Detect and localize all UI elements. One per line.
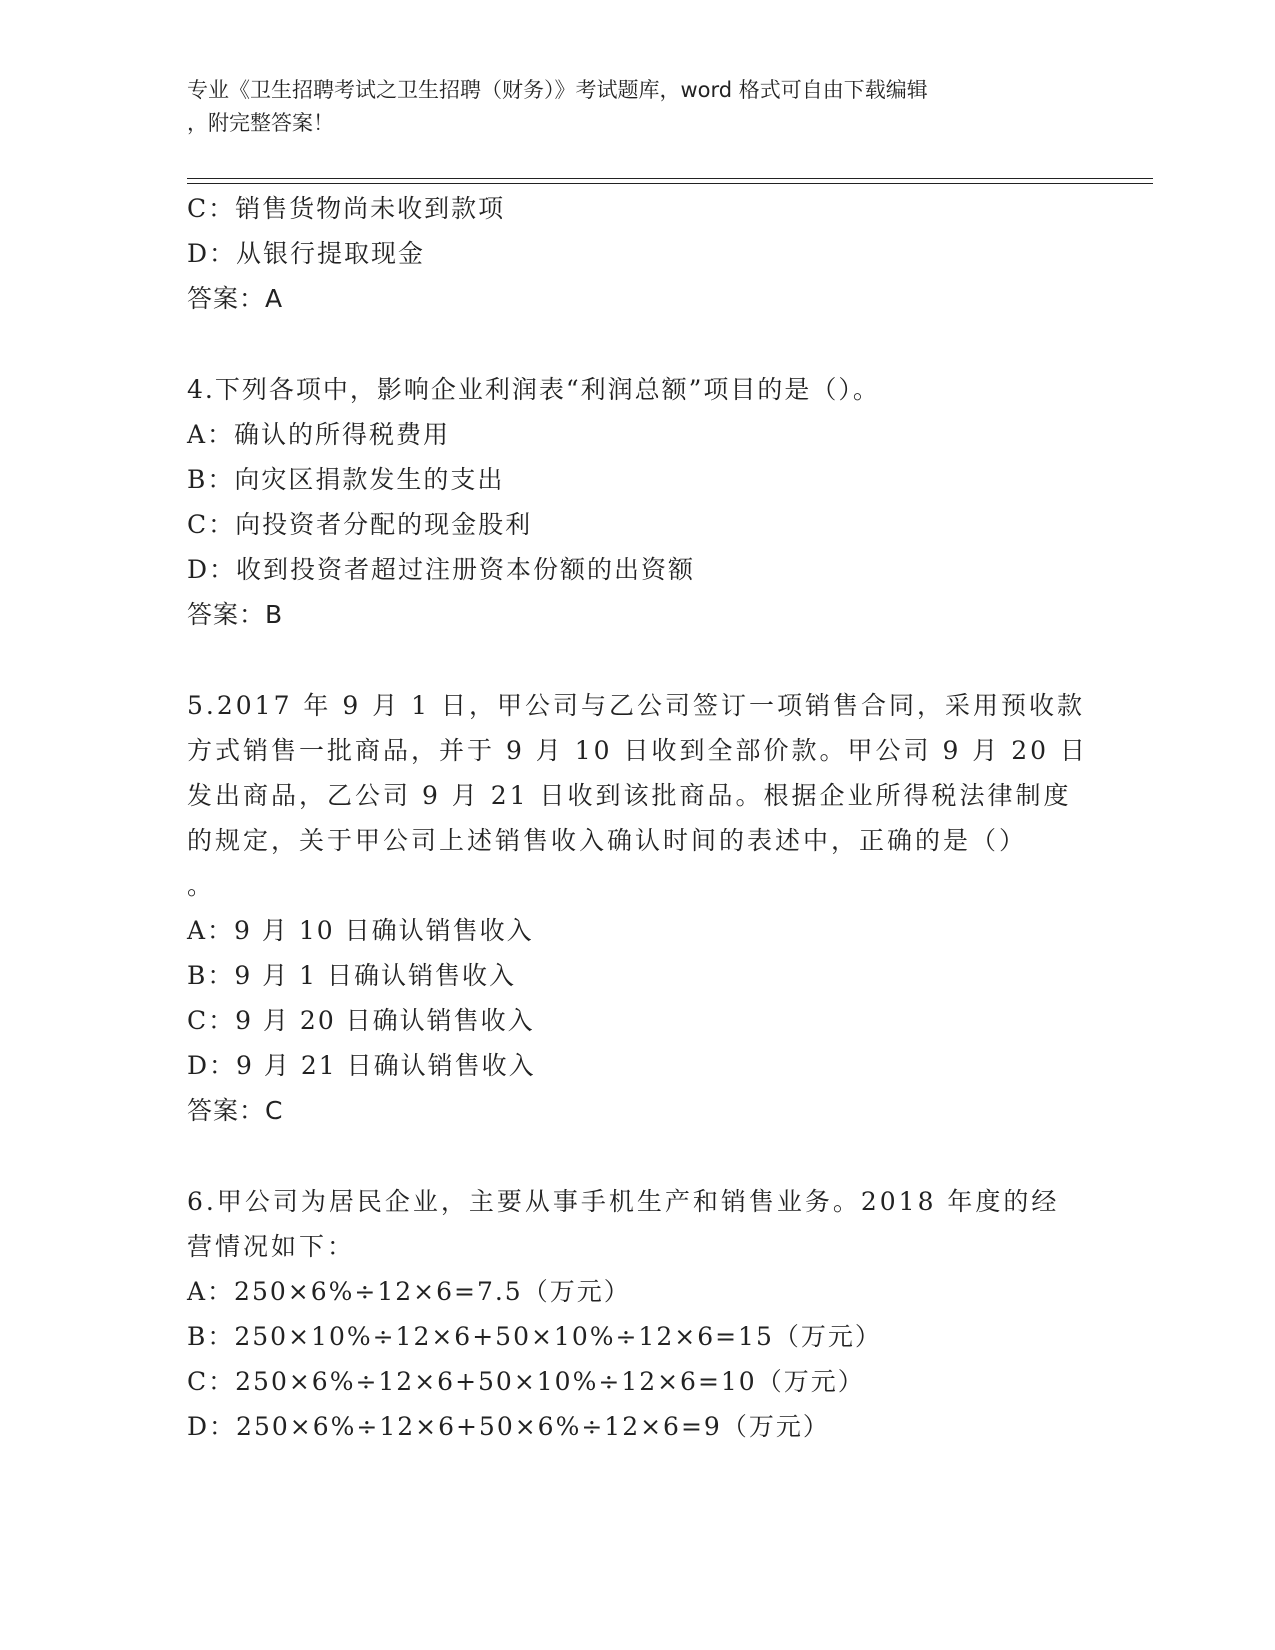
- header-line-2: ，附完整答案！: [187, 111, 334, 135]
- q5-question-line: 发出商品，乙公司 9 月 21 日收到该批商品。根据企业所得税法律制度: [187, 781, 1072, 810]
- q6-option-b: B：250×10%÷12×6+50×10%÷12×6=15（万元）: [187, 1322, 882, 1351]
- q6-option-d: D：250×6%÷12×6+50×6%÷12×6=9（万元）: [187, 1412, 830, 1441]
- q5-question-line: 方式销售一批商品，并于 9 月 10 日收到全部价款。甲公司 9 月 20 日: [187, 736, 1089, 765]
- document-body: [187, 186, 1089, 1449]
- q6-question-line: 营情况如下：: [187, 1232, 356, 1261]
- q4-option-c: C：向投资者分配的现金股利: [187, 510, 533, 539]
- q4-option-d: D：收到投资者超过注册资本份额的出资额: [187, 555, 696, 584]
- q5-option-c: C：9 月 20 日确认销售收入: [187, 1006, 535, 1035]
- q3-option-c: C：销售货物尚未收到款项: [187, 194, 506, 223]
- q5-question-line: 。: [187, 871, 216, 900]
- q5-answer: 答案：C: [187, 1096, 284, 1125]
- question-4: [187, 367, 1067, 637]
- q4-question: 4.下列各项中，影响企业利润表“利润总额”项目的是（）。: [187, 375, 880, 404]
- q5-option-d: D：9 月 21 日确认销售收入: [187, 1051, 536, 1080]
- q5-option-b: B：9 月 1 日确认销售收入: [187, 961, 517, 990]
- document-header: [187, 74, 1067, 140]
- header-divider-bottom: [187, 183, 1153, 184]
- q4-option-b: B：向灾区捐款发生的支出: [187, 465, 505, 494]
- q3-answer: 答案：A: [187, 284, 284, 313]
- q3-option-d: D：从银行提取现金: [187, 239, 426, 268]
- q6-question: [187, 1179, 1067, 1269]
- q5-question-line: 5.2017 年 9 月 1 日，甲公司与乙公司签订一项销售合同，采用预收款: [187, 691, 1086, 720]
- header-line-1: 专业《卫生招聘考试之卫生招聘（财务）》考试题库，word 格式可自由下载编辑: [187, 78, 928, 102]
- q4-option-a: A：确认的所得税费用: [187, 420, 451, 449]
- q5-option-a: A：9 月 10 日确认销售收入: [187, 916, 534, 945]
- q6-option-a: A：250×6%÷12×6=7.5（万元）: [187, 1277, 631, 1306]
- q6-option-c: C：250×6%÷12×6+50×10%÷12×6=10（万元）: [187, 1367, 865, 1396]
- question-3: [187, 186, 1067, 321]
- q5-question-line: 的规定，关于甲公司上述销售收入确认时间的表述中，正确的是（）: [187, 826, 1028, 855]
- question-5: [187, 683, 1089, 1133]
- q5-question: [187, 683, 1089, 908]
- question-6: [187, 1179, 1067, 1449]
- q6-question-line: 6.甲公司为居民企业，主要从事手机生产和销售业务。2018 年度的经: [187, 1187, 1060, 1216]
- header-divider-top: [187, 178, 1153, 179]
- q4-answer: 答案：B: [187, 600, 284, 629]
